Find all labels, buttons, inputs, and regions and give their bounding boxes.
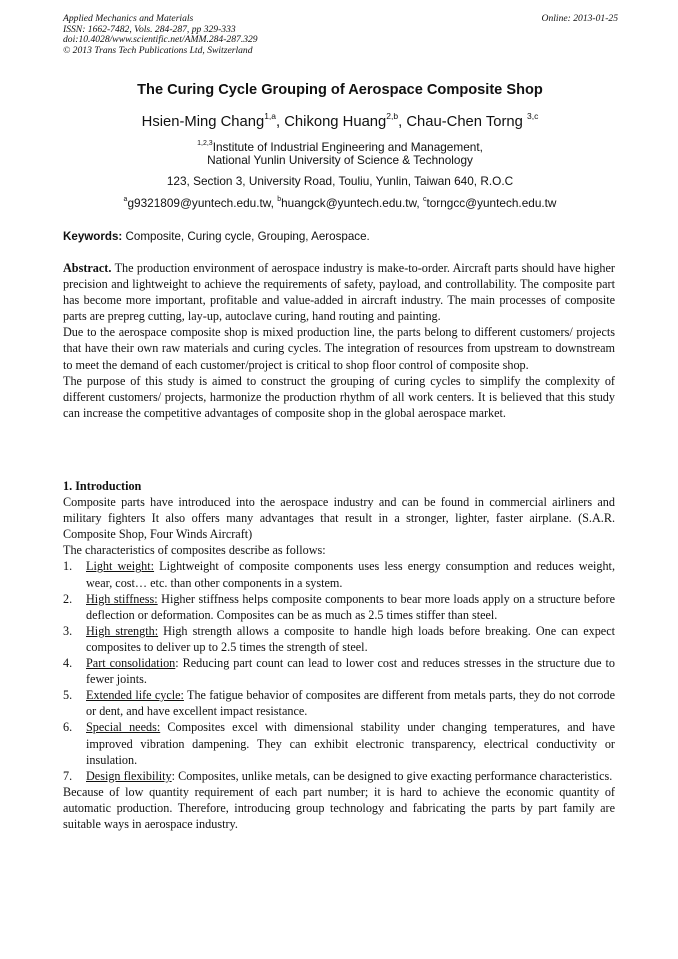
list-item — [63, 655, 615, 687]
journal-name: Applied Mechanics and Materials — [63, 13, 194, 24]
affiliation-address: 123, Section 3, University Road, Touliu, Yunlin, Taiwan 640, R.O.C — [166, 174, 514, 188]
list-text: Higher stiffness helps composite components to bear more loads apply on a structure before deflection or deformation. Composites can be as much as 2.5 times stiffer than steel. — [86, 591, 615, 622]
email-superscript: b — [277, 196, 282, 203]
abstract-paragraph-2: Due to the aerospace composite shop is mixed production line, the parts belong to different customers/ projects that have their own raw materials and curing cycles. The integration of resources from upstream to downstream to meet the demand of each customer/project is critical to shop floor control of composite shop. — [63, 325, 615, 372]
list-text: Lightweight of composite components uses less energy consumption and reduces weight, wear, cost… etc. than other components in a system. — [86, 559, 615, 590]
list-term: Design flexibility — [86, 768, 172, 783]
author-superscript: 3,c — [527, 111, 539, 121]
doi-line: doi:10.4028/www.scientific.net/AMM.284-287.329 — [63, 34, 258, 46]
list-item — [63, 719, 615, 767]
characteristics-list — [63, 558, 615, 783]
keywords — [63, 230, 370, 243]
online-date: Online: 2013-01-25 — [541, 13, 618, 24]
email-address: torngcc@yuntech.edu.tw — [426, 196, 557, 210]
author-superscript: 1,a — [264, 111, 277, 121]
author-name: Chau-Chen Torng — [406, 114, 523, 130]
list-term: High strength: — [86, 623, 159, 638]
list-item — [63, 558, 615, 590]
email-address: huangck@yuntech.edu.tw, — [281, 196, 420, 210]
abstract-paragraph-3: The purpose of this study is aimed to construct the grouping of curing cycles to simplify the complexity of different customers/ projects, harmonize the production rhythm of all work centers. It is believed that this study can increase the competitive advantages of composite shop in the global aerospace market. — [63, 373, 615, 420]
list-number: 3. — [63, 623, 73, 638]
email-list — [40, 192, 640, 211]
list-item — [63, 687, 615, 719]
keywords-text: Composite, Curing cycle, Grouping, Aerospace. — [125, 230, 370, 243]
list-number: 6. — [63, 720, 73, 735]
list-number: 7. — [63, 768, 73, 783]
list-number: 5. — [63, 688, 73, 703]
affiliation-institute: Institute of Industrial Engineering and Management, — [212, 140, 483, 154]
paper-title: The Curing Cycle Grouping of Aerospace Composite Shop — [137, 82, 543, 98]
email-address: g9321809@yuntech.edu.tw, — [127, 196, 274, 210]
list-item — [63, 591, 615, 623]
author-name: Hsien-Ming Chang — [141, 114, 265, 130]
author-name: Chikong Huang — [284, 114, 387, 130]
abstract-text: The production environment of aerospace industry is make-to-order. Aircraft parts should have higher precision and lightweight to achieve the requirements of safety, payload, and controllability. The composite part has become more important, profitable and value-added in aircraft industry. The main processes of composite parts are prepreg cutting, lay-up, autoclave curing, hand routing and painting. — [63, 261, 615, 324]
list-item — [63, 768, 615, 784]
intro-paragraph-1: Composite parts have introduced into the aerospace industry and can be found in commercial airliners and military fighters It also offers many advantages that result in a stronger, lighter, faster airplane. (S.A.R. Composite Shop, Four Winds Aircraft) — [63, 495, 615, 542]
list-text: : Composites, unlike metals, can be designed to give exacting performance characteristics. — [171, 768, 613, 783]
journal-header — [63, 14, 618, 56]
abstract-paragraph-1 — [63, 260, 615, 324]
list-term: Part consolidation — [86, 656, 176, 671]
list-text: The fatigue behavior of composites are different from metals parts, they do not corrode or dent, and have excellent impact resistance. — [86, 688, 615, 719]
list-text: : Reducing part count can lead to lower cost and reduces stresses in the structure due to fewer joints. — [86, 656, 615, 687]
author-superscript: 2,b — [386, 111, 399, 121]
list-term: Special needs: — [86, 720, 161, 735]
abstract-label: Abstract. — [63, 261, 112, 275]
list-term: Light weight: — [86, 559, 155, 574]
list-number: 1. — [63, 559, 73, 574]
list-term: High stiffness: — [86, 591, 158, 606]
section-heading: 1. Introduction — [63, 479, 142, 493]
list-item — [63, 623, 615, 655]
author-list: Hsien-Ming Chang$^{1,a}$, Chikong Huang$^{2,b}$, Chau-Chen Torng $^{3,c}$ — [141, 111, 539, 130]
affiliation-university: National Yunlin University of Science & Technology — [207, 153, 473, 167]
email-superscript: c — [422, 196, 427, 203]
affiliation-superscript: 1,2,3 — [197, 140, 213, 147]
abstract-section — [63, 260, 615, 421]
introduction-section — [63, 478, 615, 832]
list-term: Extended life cycle: — [86, 688, 184, 703]
list-text: Composites excel with dimensional stability under changing temperatures, and have improved vibration dampening. They can exhibit electronic transparency, electrical conductivity or insulation. — [86, 720, 615, 767]
intro-paragraph-2: The characteristics of composites describe as follows: — [63, 543, 326, 558]
intro-paragraph-3: Because of low quantity requirement of each part number; it is hard to achieve the economic quantity of automatic production. Therefore, introducing group technology and fabricating the parts by part family are suitable ways in aerospace industry. — [63, 784, 615, 831]
list-number: 2. — [63, 591, 73, 606]
email-superscript: a — [123, 196, 128, 203]
keywords-label: Keywords: — [63, 230, 123, 243]
list-text: High strength allows a composite to handle high loads before breaking. One can expect composites to deliver up to 2.5 times the strength of steel. — [86, 623, 616, 654]
issn-line: ISSN: 1662-7482, Vols. 284-287, pp 329-333 — [63, 23, 236, 35]
list-number: 4. — [63, 656, 73, 671]
copyright-line: © 2013 Trans Tech Publications Ltd, Switzerland — [63, 44, 253, 56]
